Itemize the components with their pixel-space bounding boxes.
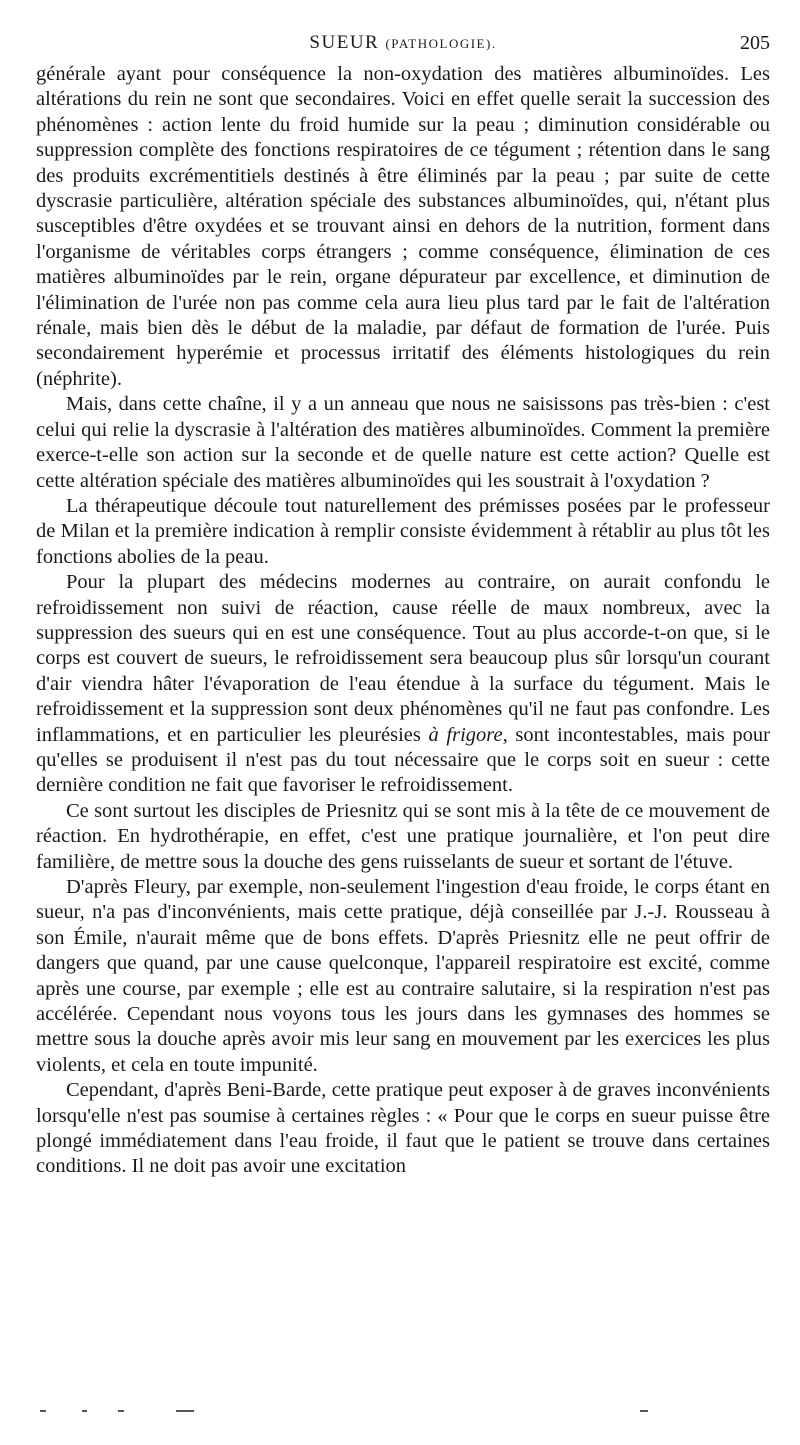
paragraph-2: Mais, dans cette chaîne, il y a un anneau que nous ne saisissons pas très-bien : c'est celui qui relie la dyscrasie à l'altération des matières albuminoïdes. Comment la première exerce-t-elle son action sur la seconde et de quelle nature est cette action? Quelle est cette altération spéciale des matières albuminoïdes qui les soustrait à l'oxydation ? xyxy=(36,393,770,492)
speck xyxy=(118,1410,124,1412)
paragraph-4 xyxy=(36,570,770,799)
paragraph-3: La thérapeutique découle tout naturellement des prémisses posées par le professeur de Milan et la première indication à remplir consiste évidemment à rétablir au plus tôt les fonctions abolies de la peau. xyxy=(36,494,770,568)
running-title-main: SUEUR xyxy=(309,32,380,53)
paragraph-4-italic: à frigore, xyxy=(428,723,508,746)
paragraph-6: D'après Fleury, par exemple, non-seulement l'ingestion d'eau froide, le corps étant en sueur, n'a pas d'inconvénients, mais cette pratique, déjà conseillée par J.-J. Rousseau à son Émile, n'aurait même que de bons effets. D'après Priesnitz elle ne peut offrir de dangers que quand, par une cause quelconque, l'appareil respiratoire est excité, comme après une course, par exemple ; elle est au contraire salutaire, si la respiration n'est pas accélérée. Cependant nous voyons tous les jours dans les gymnases des hommes se mettre sous la douche après avoir mis leur sang en mouvement par les exercices les plus violents, et cela en toute impunité. xyxy=(36,876,770,1076)
paragraph-4-text-a: Pour la plupart des médecins modernes au contraire, on aurait confondu le refroidissement non suivi de réaction, cause réelle de maux nombreux, avec la suppression des sueurs qui en est une conséquence. Tout au plus accorde-t-on que, si le corps est couvert de sueurs, le refroidissement sera beaucoup plus sûr lorsqu'un courant d'air viendra hâter l'évaporation de l'eau étendue à la surface du tégument. Mais le refroidissement et la suppression sont deux phénomènes qu'il ne faut pas confondre. Les inflammations, et en particulier les pleurésies xyxy=(36,571,770,746)
running-title xyxy=(36,30,770,57)
speck xyxy=(40,1410,46,1412)
speck xyxy=(82,1410,87,1412)
running-head xyxy=(36,30,770,56)
paragraph-7: Cependant, d'après Beni-Barde, cette pratique peut exposer à de graves inconvénients lorsqu'elle n'est pas soumise à certaines règles : « Pour que le corps en sueur puisse être plongé immédiatement dans l'eau froide, il faut que le patient se trouve dans certaines conditions. Il ne doit pas avoir une excitation xyxy=(36,1079,770,1178)
running-title-sub: (PATHOLOGIE). xyxy=(385,36,497,51)
speck xyxy=(640,1410,648,1412)
print-specks xyxy=(36,1408,770,1414)
body-text xyxy=(36,62,770,1180)
paragraph-5: Ce sont surtout les disciples de Priesnitz qui se sont mis à la tête de ce mouvement de réaction. En hydrothérapie, en effet, c'est une pratique journalière, et l'on peut dire familière, de mettre sous la douche des gens ruisselants de sueur et sortant de l'étuve. xyxy=(36,799,770,873)
page-number: 205 xyxy=(740,32,770,54)
paragraph-1: générale ayant pour conséquence la non-oxydation des matières albuminoïdes. Les altérations du rein ne sont que secondaires. Voici en effet quelle serait la succession des phénomènes : action lente du froid humide sur la peau ; diminution considérable ou suppression complète des fonctions respiratoires de ce tégument ; rétention dans le sang des produits excrémentitiels destinés à être éliminés par la peau ; par suite de cette dyscrasie particulière, altération spéciale des substances albuminoïdes, qui, n'étant plus susceptibles d'être oxydées et se trouvant ainsi en dehors de la nutrition, forment dans l'organisme de véritables corps étrangers ; comme conséquence, élimination de ces matières albuminoïdes par le rein, organe dépurateur par excellence, et diminution de l'élimination de l'urée non pas comme cela aura lieu plus tard par le fait de l'altération rénale, mais bien dès le début de la maladie, par défaut de formation de l'urée. Puis secondairement hyperémie et processus irritatif des éléments histologiques du rein (néphrite). xyxy=(36,63,770,390)
paragraph-4-text-b: sont incontestables, mais pour qu'elles se produisent il n'est pas du tout nécessaire que le corps soit en sueur : cette dernière condition ne fait que favoriser le refroidissement. xyxy=(36,723,771,797)
speck xyxy=(176,1410,194,1412)
